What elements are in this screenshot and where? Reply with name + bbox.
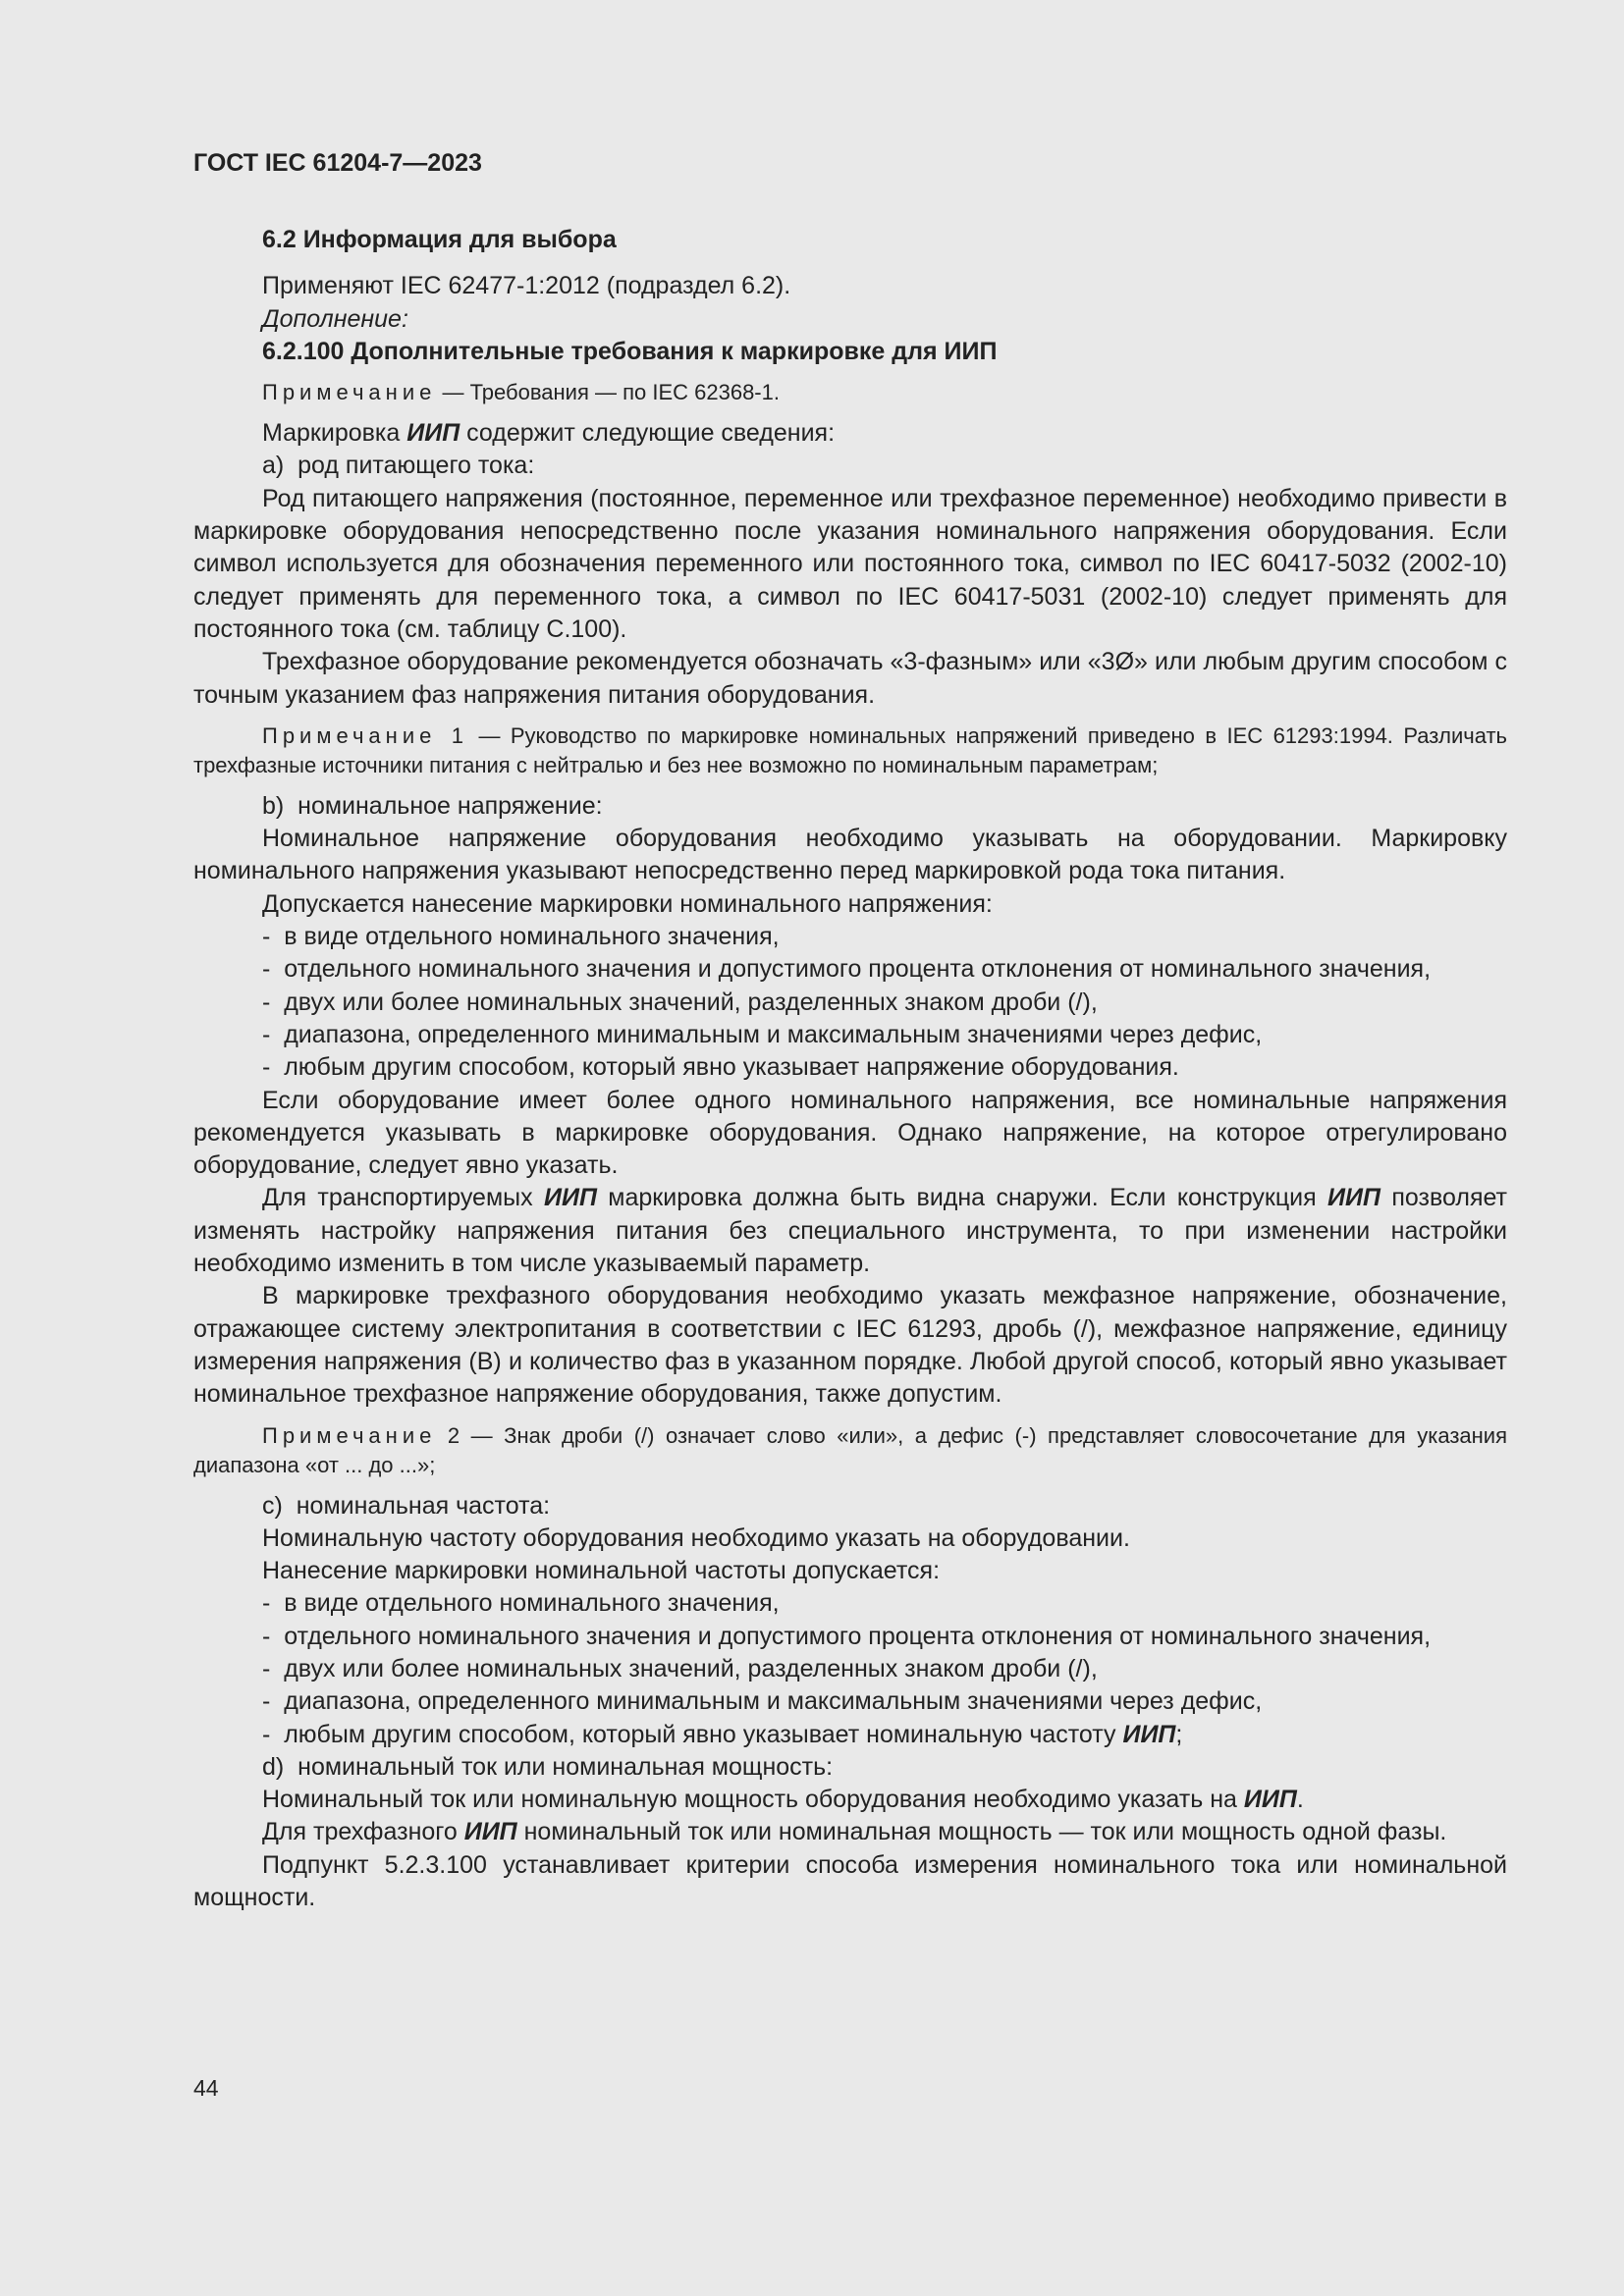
item-b-paragraph-3: Если оборудование имеет более одного номинального напряжения, все номинальные напряжения рекомендуется указывать в маркировке оборудования. Однако напряжение, на которое отрегулировано оборудование, следует явно указать. xyxy=(193,1086,1507,1180)
note-label: Примечание xyxy=(262,380,437,405)
addition-label: Дополнение: xyxy=(262,304,408,333)
abbr-iip: ИИП xyxy=(1122,1720,1176,1748)
list-item-text: диапазона, определенного минимальным и максимальным значениями через дефис, xyxy=(284,1020,1263,1048)
item-b-paragraph-1: Номинальное напряжение оборудования необходимо указывать на оборудовании. Маркировку номинального напряжения указывают непосредственно перед маркировкой рода тока питания. xyxy=(193,825,1507,885)
page-number: 44 xyxy=(193,2075,219,2101)
list-item: - двух или более номинальных значений, разделенных знаком дроби (/), xyxy=(262,1654,1098,1682)
item-d-paragraph-1: Номинальный ток или номинальную мощность оборудования необходимо указать на ИИП. xyxy=(262,1786,1304,1814)
text-span: Маркировка xyxy=(262,419,407,448)
item-d-title xyxy=(193,1751,1507,1784)
list-item: - диапазона, определенного минимальным и максимальным значениями через дефис, xyxy=(262,1687,1263,1716)
note-label: Примечание 1 xyxy=(262,722,469,748)
item-d-paragraph-3: Подпункт 5.2.3.100 устанавливает критерии способа измерения номинального тока или номинальной мощности. xyxy=(193,1850,1507,1912)
list-item: - любым другим способом, который явно указывает номинальную частоту ИИП; xyxy=(262,1720,1183,1748)
list-item: - любым другим способом, который явно указывает напряжение оборудования. xyxy=(262,1053,1179,1082)
text-span: Для транспортируемых xyxy=(262,1184,544,1212)
list-item-text: в виде отдельного номинального значения, xyxy=(284,923,780,951)
item-b-title xyxy=(193,790,1507,823)
list-item-text: любым другим способом, который явно указывает напряжение оборудования. xyxy=(284,1053,1179,1082)
note-label: Примечание xyxy=(262,1422,437,1448)
item-b-paragraph-5: В маркировке трехфазного оборудования необходимо указать межфазное напряжение, обозначение, отражающее систему электропитания в соответствии с IEC 61293, дробь (/), межфазное напряжение, единицу измерения напряжения (В) и количество фаз в указанном порядке. Любой другой способ, который явно указывает номинальное трехфазное напряжение оборудования, также допустим. xyxy=(193,1282,1507,1409)
document-header: ГОСТ IEC 61204-7—2023 xyxy=(193,149,482,177)
list-title: номинальная частота: xyxy=(296,1491,551,1520)
text-span: позволяет изменять настройку напряжения питания без специального инструмента, то при изменении настройки необходимо изменить в том числе указываемый параметр. xyxy=(193,1184,1508,1278)
note-text: — Требования — по IEC 62368-1. xyxy=(436,380,780,405)
marking-intro xyxy=(193,417,1507,450)
note-text: 2 — Знак дроби (/) означает слово «или», а дефис (-) представляет словосочетание для указания диапазона «от ... до ...»; xyxy=(193,1422,1507,1477)
abbr-iip: ИИП xyxy=(543,1184,597,1212)
text-span: номинальный ток или номинальная мощность — ток или мощность одной фазы. xyxy=(516,1818,1447,1846)
list-item: - двух или более номинальных значений, разделенных знаком дроби (/), xyxy=(262,988,1098,1016)
list-item: - диапазона, определенного минимальным и максимальным значениями через дефис, xyxy=(262,1020,1263,1048)
section-6-2-apply: Применяют IEC 62477-1:2012 (подраздел 6.2). xyxy=(262,272,791,300)
list-letter: b) xyxy=(262,791,285,820)
note-0 xyxy=(193,378,1507,407)
item-a-paragraph-2: Трехфазное оборудование рекомендуется обозначать «3-фазным» или «3Ø» или любым другим способом с точным указанием фаз напряжения питания оборудования. xyxy=(193,648,1507,709)
list-item-text: отдельного номинального значения и допустимого процента отклонения от номинального значения, xyxy=(284,1622,1432,1650)
note-1 xyxy=(193,721,1507,780)
list-item-text: двух или более номинальных значений, разделенных знаком дроби (/), xyxy=(284,988,1098,1016)
text-span: Для трехфазного xyxy=(262,1818,464,1846)
list-item-text: отдельного номинального значения и допустимого процента отклонения от номинального значения, xyxy=(284,955,1432,984)
abbr-iip: ИИП xyxy=(1243,1786,1297,1814)
section-6-2-100-heading: 6.2.100 Дополнительные требования к маркировке для ИИП xyxy=(262,337,998,365)
item-c-paragraph-1: Номинальную частоту оборудования необходимо указать на оборудовании. xyxy=(262,1523,1130,1552)
list-item-text: диапазона, определенного минимальным и максимальным значениями через дефис, xyxy=(284,1687,1263,1716)
list-item-text: в виде отдельного номинального значения, xyxy=(284,1589,780,1618)
text-span: маркировка должна быть видна снаружи. Если конструкция xyxy=(596,1184,1328,1212)
abbr-iip: ИИП xyxy=(406,419,460,448)
note-2 xyxy=(193,1421,1507,1480)
list-letter: c) xyxy=(262,1491,283,1520)
section-6-2-heading: 6.2 Информация для выбора xyxy=(262,226,617,253)
list-letter: a) xyxy=(262,452,285,480)
note-text: — Руководство по маркировке номинальных напряжений приведено в IEC 61293:1994. Различать трехфазные источники питания с нейтралью и без нее возможно по номинальным параметрам; xyxy=(193,722,1507,777)
document-body xyxy=(193,224,1507,1914)
item-c-paragraph-2: Нанесение маркировки номинальной частоты допускается: xyxy=(262,1557,941,1585)
item-a-paragraph-1: Род питающего напряжения (постоянное, переменное или трехфазное переменное) необходимо привести в маркировке оборудования непосредственно после указания номинального напряжения оборудования. Если символ используется для обозначения переменного или постоянного тока, символ по IEC 60417-5032 (2002-10) следует применять для переменного тока, а символ по IEC 60417-5031 (2002-10) следует применять для постоянного тока (см. таблицу С.100). xyxy=(193,484,1507,643)
list-item-text: любым другим способом, который явно указывает номинальную частоту xyxy=(284,1720,1123,1748)
item-b-paragraph-2: Допускается нанесение маркировки номинального напряжения: xyxy=(262,889,993,918)
text-span: содержит следующие сведения: xyxy=(460,419,836,448)
text-span: Номинальный ток или номинальную мощность оборудования необходимо указать на xyxy=(262,1786,1244,1814)
item-a-title xyxy=(193,450,1507,482)
list-letter: d) xyxy=(262,1752,285,1781)
list-item: - отдельного номинального значения и допустимого процента отклонения от номинального значения, xyxy=(262,1622,1432,1650)
list-item: - в виде отдельного номинального значения, xyxy=(262,1589,780,1618)
item-b-paragraph-4 xyxy=(193,1182,1507,1280)
list-item-text: двух или более номинальных значений, разделенных знаком дроби (/), xyxy=(284,1654,1098,1682)
list-title: номинальный ток или номинальная мощность: xyxy=(298,1752,834,1781)
abbr-iip: ИИП xyxy=(463,1818,517,1846)
item-c-title xyxy=(193,1490,1507,1522)
abbr-iip: ИИП xyxy=(1327,1184,1380,1212)
list-title: род питающего тока: xyxy=(298,452,535,480)
list-item: - в виде отдельного номинального значения, xyxy=(262,923,780,951)
item-d-paragraph-2 xyxy=(193,1816,1507,1848)
list-item: - отдельного номинального значения и допустимого процента отклонения от номинального значения, xyxy=(262,955,1432,984)
list-title: номинальное напряжение: xyxy=(298,791,603,820)
